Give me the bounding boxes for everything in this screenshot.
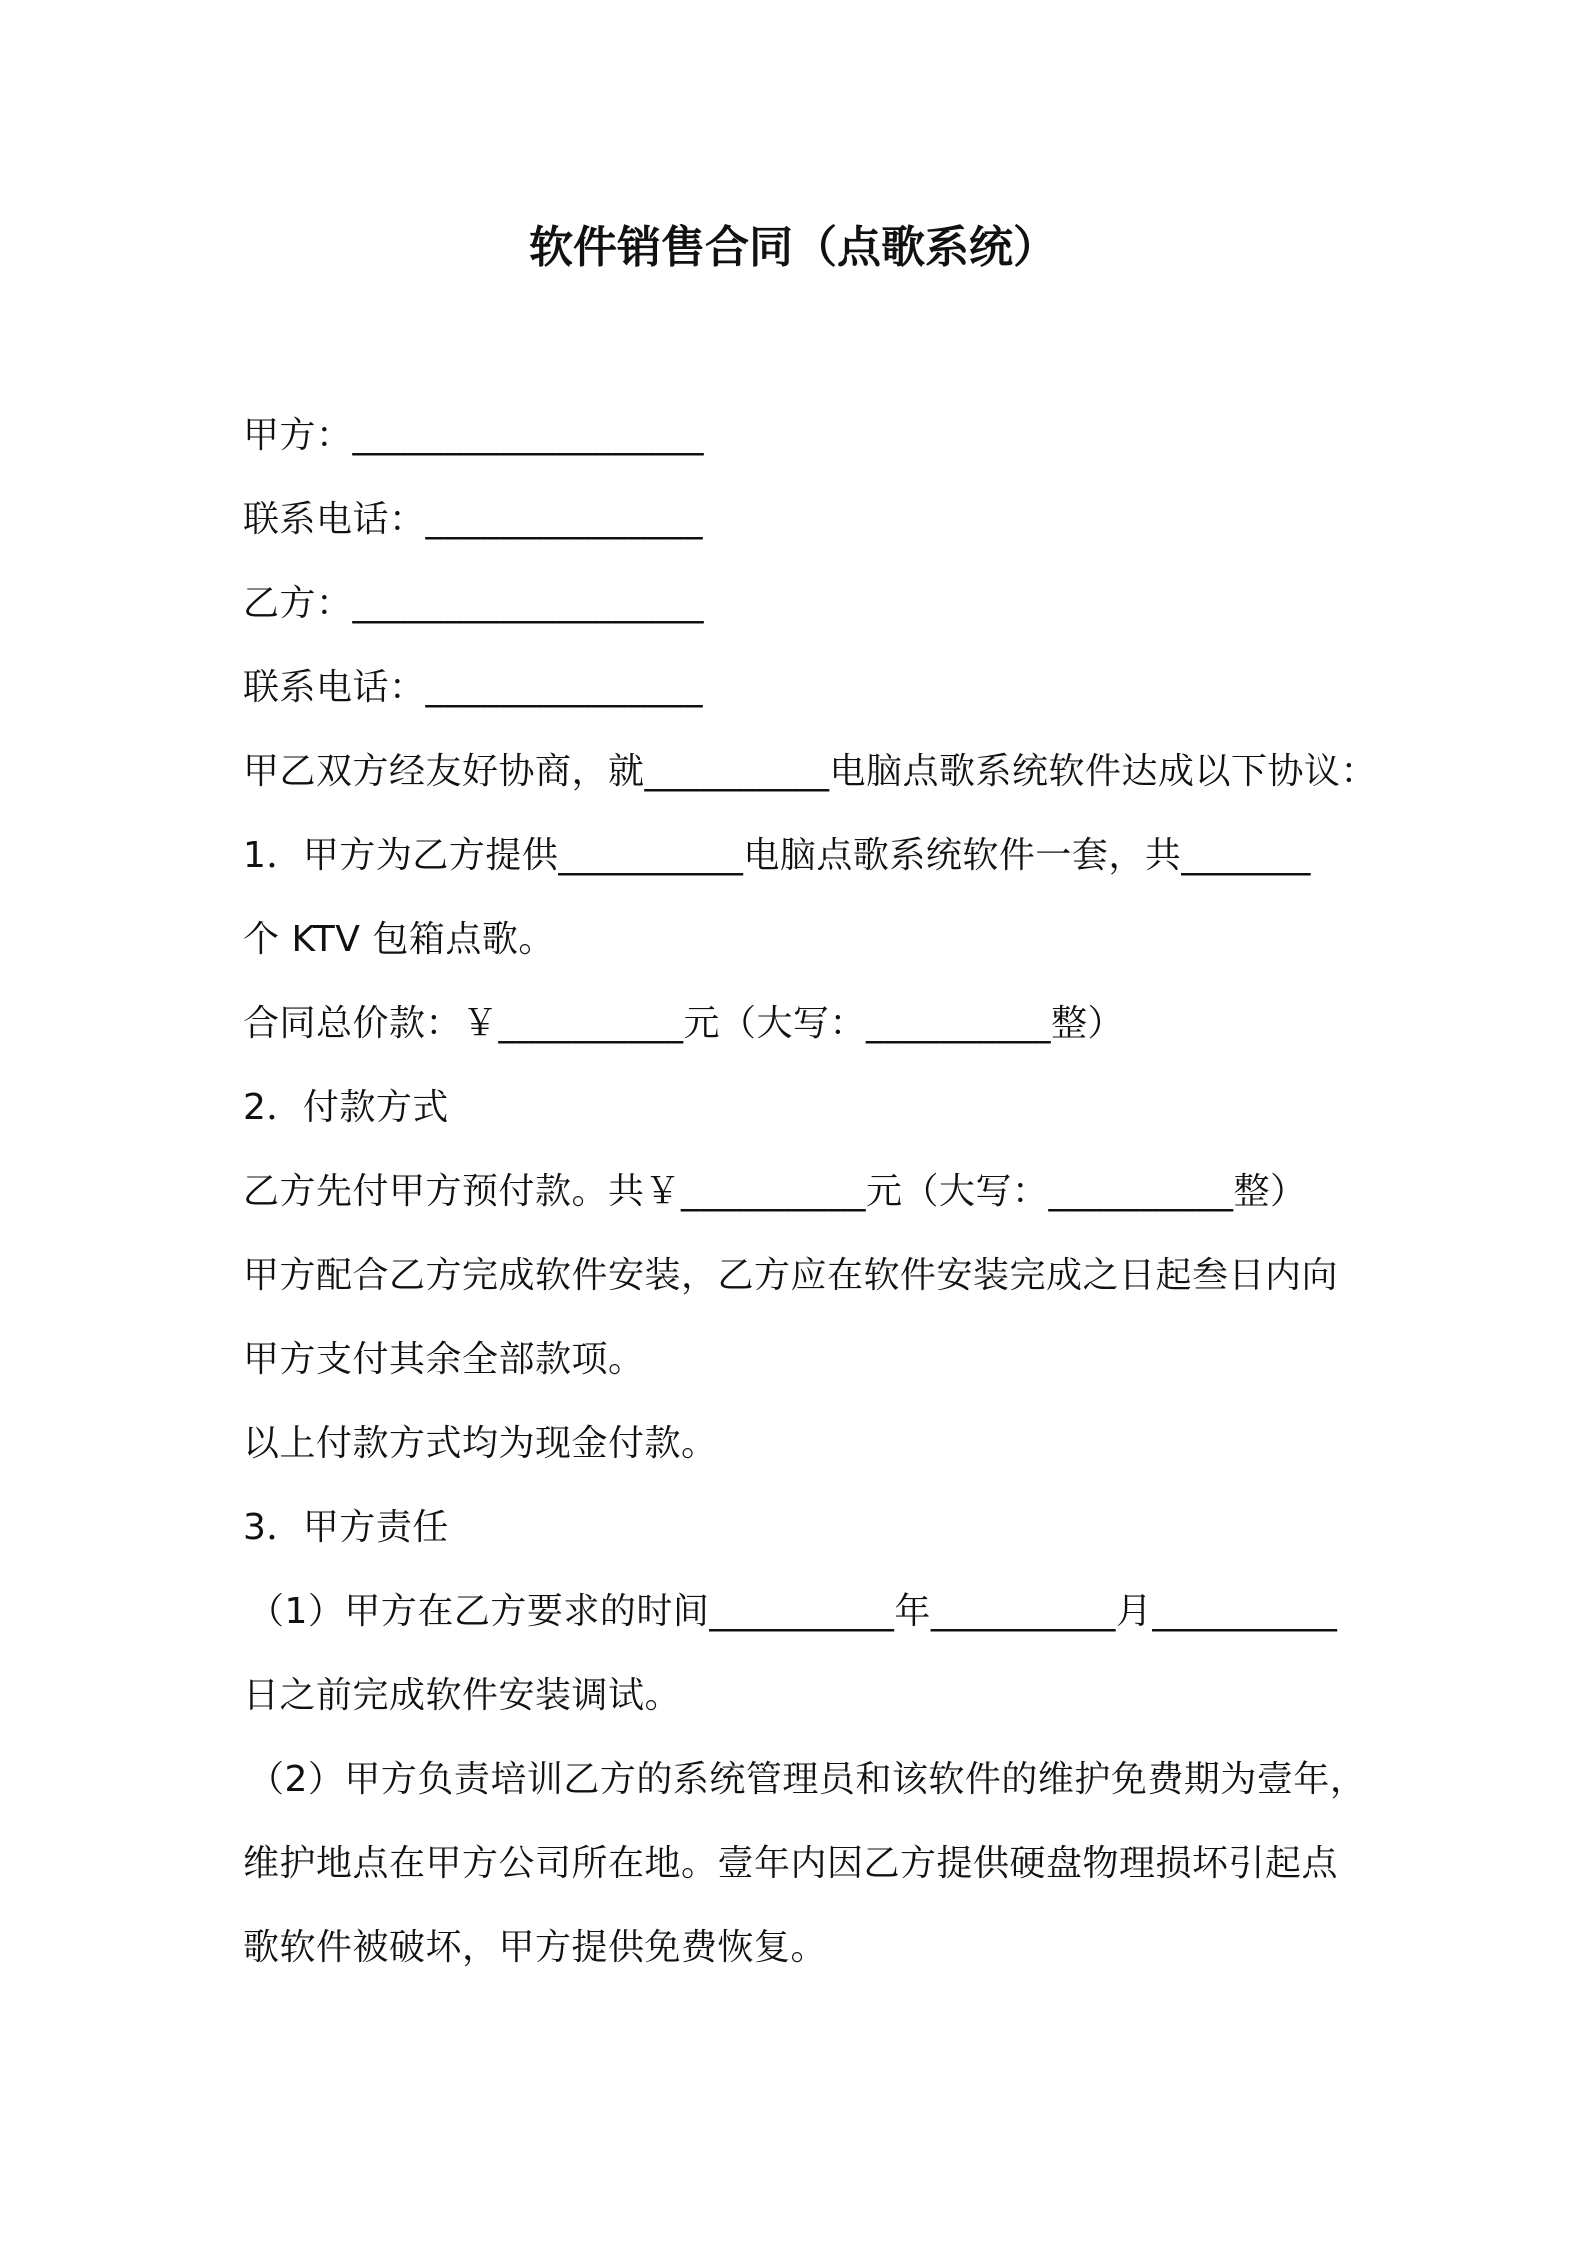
clause-1-line-2: 个 KTV 包箱点歌。 — [243, 919, 555, 960]
document-title: 软件销售合同（点歌系统） — [529, 222, 1057, 273]
clause-2-heading: 2．付款方式 — [243, 1087, 449, 1128]
prepayment-line: 乙方先付甲方预付款。共￥__________元（大写：__________整） — [243, 1171, 1307, 1212]
party-b-phone-line: 联系电话：_______________ — [243, 667, 704, 708]
party-a-phone-line: 联系电话：_______________ — [243, 499, 704, 540]
total-price-line: 合同总价款：￥__________元（大写：__________整） — [243, 1003, 1125, 1044]
clause-3-1-line-2: 日之前完成软件安装调试。 — [243, 1675, 682, 1716]
clause-3-2-line-3: 歌软件被破坏，甲方提供免费恢复。 — [243, 1927, 828, 1968]
clause-3-heading: 3．甲方责任 — [243, 1507, 449, 1548]
agreement-intro: 甲乙双方经友好协商，就__________电脑点歌系统软件达成以下协议： — [243, 751, 1378, 792]
cash-payment-line: 以上付款方式均为现金付款。 — [243, 1423, 718, 1464]
clause-3-2-line-2: 维护地点在甲方公司所在地。壹年内因乙方提供硬盘物理损坏引起点 — [243, 1843, 1339, 1884]
party-b-line: 乙方：___________________ — [243, 583, 705, 624]
party-a-line: 甲方：___________________ — [243, 415, 705, 456]
installation-payment-line-1: 甲方配合乙方完成软件安装，乙方应在软件安装完成之日起叁日内向 — [243, 1255, 1339, 1296]
clause-3-1-line-1: （1）甲方在乙方要求的时间__________年__________月__________ — [248, 1591, 1338, 1632]
clause-3-2-line-1: （2）甲方负责培训乙方的系统管理员和该软件的维护免费期为壹年， — [248, 1759, 1367, 1800]
clause-1-line-1: 1．甲方为乙方提供__________电脑点歌系统软件一套，共_______ — [243, 835, 1311, 876]
installation-payment-line-2: 甲方支付其余全部款项。 — [243, 1339, 645, 1380]
